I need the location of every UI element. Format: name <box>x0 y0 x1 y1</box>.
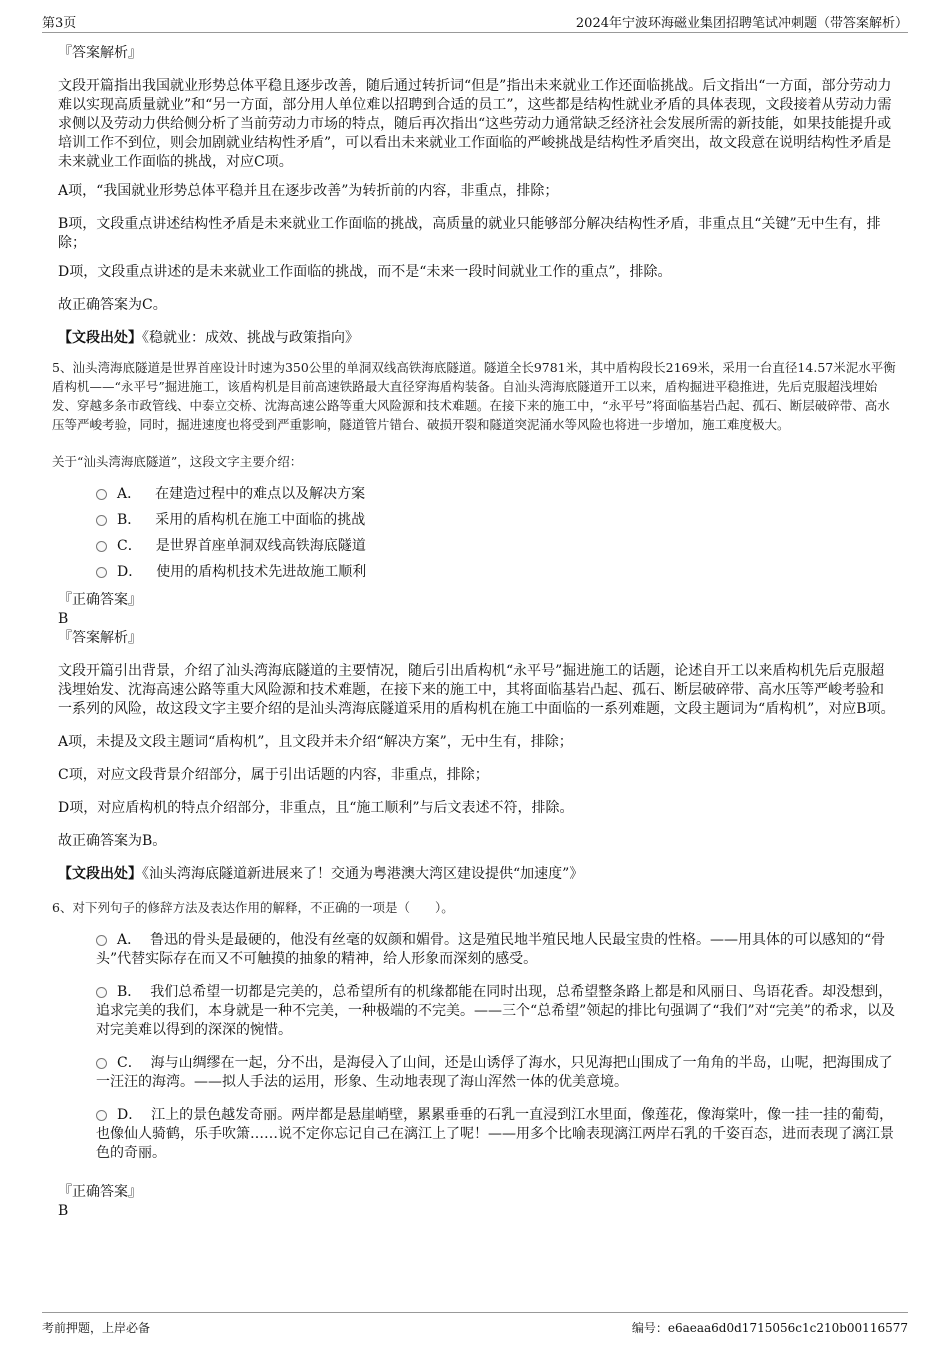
radio-icon[interactable] <box>96 541 107 552</box>
page-content <box>52 44 896 1221</box>
question-6 <box>52 898 896 1221</box>
option-c[interactable]: C． 是世界首座单洞双线高铁海底隧道 <box>96 533 896 559</box>
answer-value: B <box>58 1203 69 1219</box>
analysis-label: 『答案解析』 <box>58 45 142 61</box>
document-title: 2024年宁波环海磁业集团招聘笔试冲刺题（带答案解析） <box>575 16 908 31</box>
option-c-analysis: C项，对应文段背景介绍部分，属于引出话题的内容，非重点，排除； <box>58 767 489 783</box>
option-b[interactable]: B． 采用的盾构机在施工中面临的挑战 <box>96 507 896 533</box>
question-5 <box>52 358 896 884</box>
answer-conclusion: 故正确答案为B。 <box>58 833 167 849</box>
option-d-analysis: D项，文段重点讲述的是未来就业工作面临的挑战，而不是“未来一段时间就业工作的重点”，排除。 <box>58 264 672 280</box>
source-label: 【文段出处】 <box>58 330 142 346</box>
option-b-analysis: B项，文段重点讲述结构性矛盾是未来就业工作面临的挑战，高质量的就业只能够部分解决结构性矛盾，非重点且“关键”无中生有，排除； <box>58 216 881 251</box>
option-list <box>96 481 896 585</box>
option-a-analysis: A项，“我国就业形势总体平稳并且在逐步改善”为转折前的内容，非重点，排除； <box>58 183 559 199</box>
source-line <box>58 329 896 348</box>
answer-label: 『正确答案』 <box>58 592 142 608</box>
option-b[interactable]: B． 我们总希望一切都是完美的，总希望所有的机缘都能在同时出现，总希望整条路上都是和风丽日、鸟语花香。却没想到，追求完美的我们，本身就是一种不完美，一种极端的不完美。——三个“总希望”领起的排比句强调了“我们”对“完美”的希求，以及对完美难以得到的深深的惋惜。 <box>96 984 895 1038</box>
question-stem: 5、汕头湾海底隧道是世界首座设计时速为350公里的单洞双线高铁海底隧道。隧道全长9781米，其中盾构段长2169米，采用一台直径14.57米泥水平衡盾构机——“永平号”掘进施工，该盾构机是目前高速铁路最大直径穿海盾构装备。自汕头湾海底隧道开工以来，盾构掘进平稳推进，先后克服超浅埋始发、穿越多条市政管线、中泰立交桥、沈海高速公路等重大风险源和技术难题。在接下来的施工中，“永平号”将面临基岩凸起、孤石、断层破碎带、高水压等严峻考验，同时，掘进速度也将受到严重影响，隧道管片错台、破损开裂和隧道突泥涌水等风险也将进一步增加，施工难度极大。 <box>52 360 896 432</box>
page-number: 第3页 <box>42 16 77 31</box>
option-a[interactable]: A． 鲁迅的骨头是最硬的，他没有丝毫的奴颜和媚骨。这是殖民地半殖民地人民最宝贵的性格。——用具体的可以感知的“骨头”代替实际存在而又不可触摸的抽象的精神，给人形象而深刻的感受。 <box>96 932 886 967</box>
answer-conclusion: 故正确答案为C。 <box>58 297 167 313</box>
source-text: 《稳就业：成效、挑战与政策指向》 <box>142 330 359 346</box>
answer-value: B <box>58 611 69 627</box>
analysis-body: 文段开篇引出背景，介绍了汕头湾海底隧道的主要情况，随后引出盾构机“永平号”掘进施工的话题，论述自开工以来盾构机先后克服超浅埋始发、沈海高速公路等重大风险源和技术难题，在接下来的施工中，其将面临基岩凸起、孤石、断层破碎带、高水压等严峻考验和一系列的风险，故这段文字主要介绍的是汕头湾海底隧道采用的盾构机在施工中面临的一系列难题，文段主题词为“盾构机”，对应B项。 <box>58 663 895 717</box>
radio-icon[interactable] <box>96 935 107 946</box>
radio-icon[interactable] <box>96 567 107 578</box>
footer-slogan: 考前押题，上岸必备 <box>42 1321 151 1335</box>
source-label: 【文段出处】 <box>58 866 142 882</box>
radio-icon[interactable] <box>96 987 107 998</box>
source-line <box>58 865 896 884</box>
question-4-analysis <box>58 44 896 348</box>
option-a[interactable]: A． 在建造过程中的难点以及解决方案 <box>96 481 896 507</box>
radio-icon[interactable] <box>96 515 107 526</box>
option-a-analysis: A项，未提及文段主题词“盾构机”，且文段并未介绍“解决方案”，无中生有，排除； <box>58 734 573 750</box>
page-footer <box>42 1312 908 1337</box>
source-text: 《汕头湾海底隧道新进展来了！交通为粤港澳大湾区建设提供“加速度”》 <box>142 866 584 882</box>
page-header <box>42 10 908 33</box>
radio-icon[interactable] <box>96 489 107 500</box>
option-d[interactable]: D． 使用的盾构机技术先进故施工顺利 <box>96 559 896 585</box>
analysis-body: 文段开篇指出我国就业形势总体平稳且逐步改善，随后通过转折词“但是”指出未来就业工作还面临挑战。后文指出“一方面，部分劳动力难以实现高质量就业”和“另一方面，部分用人单位难以招聘到合适的员工”，这些都是结构性就业矛盾的具体表现，文段接着从劳动力需求侧以及劳动力供给侧分析了当前劳动力市场的特点，随后再次指出“这些劳动力通常缺乏经济社会发展所需的新技能，如果技能提升或培训工作不到位，则会加剧就业结构性矛盾”，可以看出未来就业工作面临的严峻挑战是结构性矛盾突出，故文段意在说明结构性矛盾是未来就业工作面临的挑战，对应C项。 <box>58 78 892 170</box>
question-prompt: 关于“汕头湾海底隧道”，这段文字主要介绍： <box>52 454 303 469</box>
analysis-label: 『答案解析』 <box>58 630 142 646</box>
option-d[interactable]: D． 江上的景色越发奇丽。两岸都是悬崖峭壁，累累垂垂的石乳一直浸到江水里面，像莲花，像海棠叶，像一挂一挂的葡萄，也像仙人骑鹤，乐手吹箫……说不定你忘记自己在漓江上了呢！——用多个比喻表现漓江两岸石乳的千姿百态，进而表现了漓江景色的奇丽。 <box>96 1107 894 1161</box>
option-d-analysis: D项，对应盾构机的特点介绍部分，非重点，且“施工顺利”与后文表述不符，排除。 <box>58 800 574 816</box>
answer-label: 『正确答案』 <box>58 1184 142 1200</box>
option-c[interactable]: C． 海与山绸缪在一起，分不出，是海侵入了山间，还是山诱俘了海水，只见海把山围成了一角角的半岛，山呢，把海围成了一汪汪的海湾。——拟人手法的运用，形象、生动地表现了海山浑然一体的优美意境。 <box>96 1055 893 1090</box>
radio-icon[interactable] <box>96 1058 107 1069</box>
question-stem: 6、对下列句子的修辞方法及表达作用的解释，不正确的一项是（ ）。 <box>52 900 454 915</box>
radio-icon[interactable] <box>96 1110 107 1121</box>
option-list <box>96 931 896 1163</box>
document-code: 编号：e6aeaa6d0d1715056c1c210b00116577 <box>631 1321 908 1335</box>
